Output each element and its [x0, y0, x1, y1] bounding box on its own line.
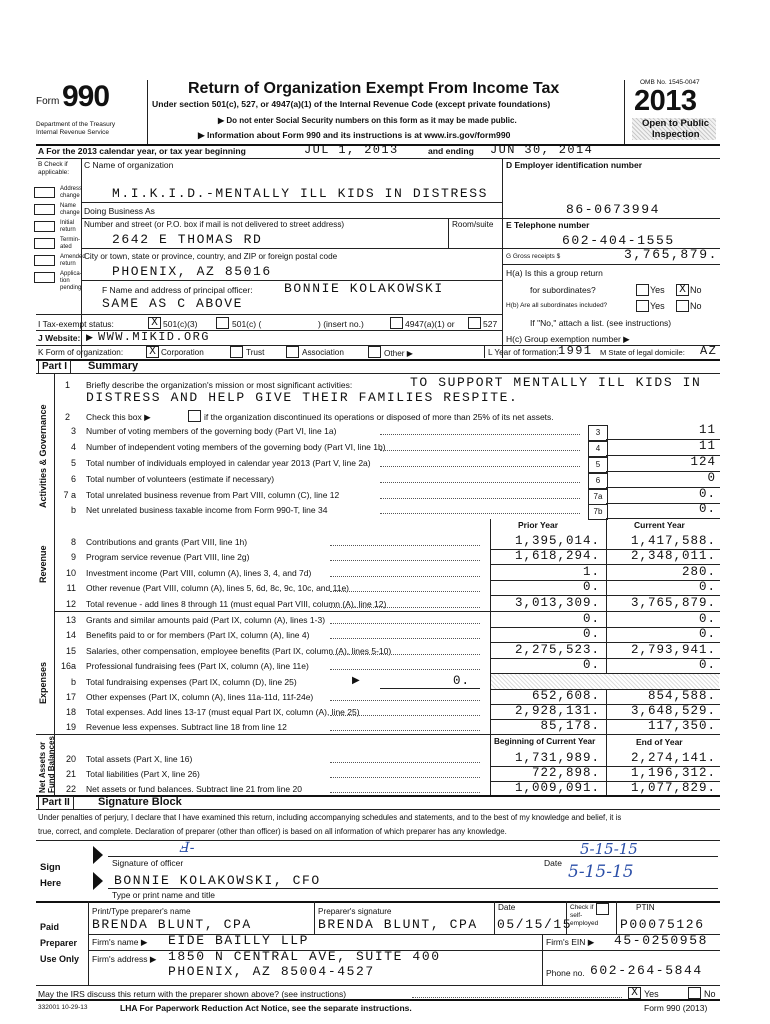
other-label: Other ▶ [384, 349, 414, 358]
g-gross-label: G Gross receipts $ [506, 253, 561, 260]
gov-line-box: 3 [588, 425, 608, 441]
line-number: b [70, 677, 76, 687]
beginning-year-header: Beginning of Current Year [494, 737, 596, 746]
terminated-checkbox[interactable] [34, 238, 55, 249]
line-k-label: K Form of organization: [38, 348, 124, 357]
line-leader [330, 607, 480, 608]
gov-line-box: 7a [588, 489, 608, 505]
discuss-dots [412, 997, 622, 998]
line-leader [330, 777, 480, 778]
line-number: 21 [65, 769, 76, 779]
preparer-name-label: Print/Type preparer's name [92, 907, 191, 916]
gov-line-label: Total number of individuals employed in calendar year 2013 (Part V, line 2a) [86, 458, 371, 468]
principal-officer-address: SAME AS C ABOVE [102, 296, 244, 311]
current-year-value: 0. [698, 658, 716, 672]
line-label: Net assets or fund balances. Subtract line 21 from line 20 [86, 784, 302, 794]
line-leader [330, 576, 480, 577]
part-2-title: Signature Block [98, 796, 182, 808]
gov-line-leader [380, 482, 580, 483]
officer-name-title: BONNIE KOLAKOWSKI, CFO [114, 873, 321, 888]
prior-year-value: 0. [582, 658, 600, 672]
ha-no-checkbox[interactable]: X [676, 284, 689, 296]
sign-arrow-2 [93, 872, 103, 890]
prior-year-value: 0. [582, 627, 600, 641]
telephone-value: 602-404-1555 [562, 233, 675, 248]
website-value[interactable]: WWW.MIKID.ORG [98, 330, 210, 344]
street-address: 2642 E THOMAS RD [112, 232, 263, 247]
line-label: Professional fundraising fees (Part IX, column (A), line 11e) [86, 661, 309, 671]
prior-year-value: 2,275,523. [514, 643, 600, 657]
terminated-label: Termin-ated [60, 237, 81, 250]
form-label: Form [36, 96, 60, 107]
gov-line-value: 0. [698, 502, 716, 516]
hc-label-text: H(c) Group exemption number [506, 334, 621, 344]
501c3-label: 501(c)(3) [163, 319, 198, 329]
form-subtitle: Under section 501(c), 527, or 4947(a)(1) of the Internal Revenue Code (except private foundations) [152, 99, 551, 109]
discuss-question: May the IRS discuss this return with the preparer shown above? (see instructions) [38, 989, 347, 999]
prior-year-header: Prior Year [518, 520, 559, 530]
mission-line-1: TO SUPPORT MENTALLY ILL KIDS IN [410, 375, 702, 390]
current-year-value: 3,648,529. [630, 704, 716, 718]
firm-ein-label-text: Firm's EIN [546, 937, 586, 947]
corporation-checkbox[interactable]: X [146, 346, 159, 358]
gov-line-value: 11 [698, 439, 716, 453]
prior-year-value: 0. [582, 612, 600, 626]
gov-line-leader [380, 466, 580, 467]
line-number: 10 [65, 568, 76, 578]
current-year-value: 2,274,141. [630, 751, 716, 765]
hc-label: H(c) Group exemption number ▶ [506, 334, 630, 344]
d-ein-label: D Employer identification number [506, 160, 643, 170]
end-of-year-header: End of Year [636, 737, 683, 747]
year-of-formation: 1991 [558, 344, 593, 358]
officer-signature[interactable]: Ⅎ- [180, 840, 195, 856]
perjury-statement-2: true, correct, and complete. Declaration of preparer (other than officer) is based on all information of which preparer has any knowledge. [38, 827, 507, 836]
gov-line-number: 3 [70, 426, 76, 436]
gov-line-label: Total unrelated business revenue from Part VIII, column (C), line 12 [86, 490, 340, 500]
state-of-domicile: AZ [700, 344, 718, 358]
current-year-value: 117,350. [647, 719, 716, 733]
side-expenses: Expenses [38, 661, 48, 704]
line-number: 9 [70, 552, 76, 562]
application-pending-checkbox[interactable] [34, 272, 55, 283]
firm-address-1: 1850 N CENTRAL AVE, SUITE 400 [168, 949, 441, 964]
prior-year-value: 1,009,091. [514, 781, 600, 795]
discuss-no-checkbox[interactable] [688, 987, 701, 999]
l-year-label: L Year of formation: [488, 348, 559, 357]
use-only-label: Use Only [40, 954, 80, 964]
self-employed-label: Check if self-employed [570, 904, 599, 927]
gov-line-box: 7b [588, 504, 608, 520]
prior-year-value: 1. [582, 565, 600, 579]
firm-address-label-text: Firm's address [92, 954, 148, 964]
prior-year-value: 0. [582, 580, 600, 594]
501c3-checkbox[interactable]: X [148, 317, 161, 329]
current-year-value: 0. [698, 627, 716, 641]
line-a-label: A For the 2013 calendar year, or tax year beginning [38, 146, 246, 156]
line-number: 8 [70, 537, 76, 547]
firm-ein: 45-0250958 [614, 933, 709, 948]
prior-year-value: 85,178. [540, 719, 600, 733]
line-2-rest: if the organization discontinued its operations or disposed of more than 25% of its net assets. [204, 412, 554, 422]
hb-note: If "No," attach a list. (see instructions) [530, 318, 672, 328]
gov-line-leader [380, 450, 580, 451]
check-if-applicable: B Check if applicable: [38, 161, 70, 176]
part-2-badge: Part II [38, 796, 74, 810]
line-number: 13 [65, 615, 76, 625]
gross-receipts-value: 3,765,879. [624, 247, 719, 262]
form-footer-id: Form 990 (2013) [644, 1003, 708, 1013]
part-1-badge: Part I [38, 360, 71, 374]
and-ending-label: and ending [428, 146, 474, 156]
gov-line-label: Number of independent voting members of the governing body (Part VI, line 1b) [86, 442, 386, 452]
other-label-text: Other [384, 349, 405, 358]
line-label: Total assets (Part X, line 16) [86, 754, 193, 764]
shaded-cell [491, 674, 719, 689]
gov-line-number: 7 a [63, 490, 76, 500]
sign-date-handwritten-2: 5-15-15 [568, 862, 634, 882]
trust-label: Trust [246, 348, 265, 357]
gov-line-number: 5 [70, 458, 76, 468]
ssn-notice: ▶ Do not enter Social Security numbers on this form as it may be made public. [218, 116, 517, 125]
line-leader [330, 762, 480, 763]
inline-fundraising-value: 0. [452, 674, 470, 688]
name-change-checkbox[interactable] [34, 204, 55, 215]
address-change-label: Address change [60, 186, 83, 199]
gov-line-leader [380, 498, 580, 499]
line-leader [330, 700, 480, 701]
4947-checkbox[interactable] [390, 317, 403, 329]
phone-no-label: Phone no. [546, 968, 585, 978]
info-notice: ▶ Information about Form 990 and its instructions is at www.irs.gov/form990 [198, 130, 511, 140]
lha-notice: LHA For Paperwork Reduction Act Notice, see the separate instructions. [120, 1003, 412, 1013]
line-number: 11 [66, 583, 76, 593]
initial-return-checkbox[interactable] [34, 221, 55, 232]
4947-label: 4947(a)(1) or [405, 319, 455, 329]
ha-yes-label: Yes [650, 285, 665, 295]
527-label: 527 [483, 319, 498, 329]
line-label: Other revenue (Part VIII, column (A), lines 5, 6d, 8c, 9c, 10c, and 11e) [86, 583, 349, 593]
preparer-sig-label: Preparer's signature [318, 907, 392, 916]
inspection: Inspection [652, 129, 700, 140]
line-leader [330, 623, 480, 624]
hb-yes-checkbox[interactable] [636, 300, 649, 312]
gov-line-label: Total number of volunteers (estimate if necessary) [86, 474, 275, 484]
line-label: Salaries, other compensation, employee benefits (Part IX, column (A), lines 5-10) [86, 646, 392, 656]
side-revenue: Revenue [38, 545, 48, 583]
line-label: Total fundraising expenses (Part IX, column (D), line 25) [86, 677, 297, 687]
mission-line-2: DISTRESS AND HELP GIVE THEIR FAMILIES RESPITE. [86, 390, 519, 405]
preparer-name: BRENDA BLUNT, CPA [92, 917, 252, 932]
sign-date-label: Date [544, 858, 562, 868]
side-net-assets: Net Assets or Fund Balances [38, 736, 56, 793]
discuss-yes-label: Yes [644, 989, 659, 999]
line-leader [330, 730, 480, 731]
association-checkbox[interactable] [286, 346, 299, 358]
tax-year-end: JUN 30, 2014 [490, 143, 594, 157]
prior-year-value: 2,928,131. [514, 704, 600, 718]
line-j-label: J Website: [38, 333, 81, 343]
current-year-value: 2,348,011. [630, 549, 716, 563]
line-label: Total revenue - add lines 8 through 11 (must equal Part VIII, column (A), line 12) [86, 599, 387, 609]
line-number: 16a [60, 661, 76, 671]
line-label: Total liabilities (Part X, line 26) [86, 769, 200, 779]
insert-no-label: ) (insert no.) [318, 319, 364, 329]
501c-label: 501(c) ( [232, 319, 262, 329]
info-notice-text: Information about Form 990 and its instructions is at www.irs.gov/form990 [207, 130, 511, 140]
gov-line-number: 4 [70, 442, 76, 452]
line-label: Total expenses. Add lines 13-17 (must equal Part IX, column (A), line 25) [86, 707, 360, 717]
address-change-checkbox[interactable] [34, 187, 55, 198]
gov-line-box: 6 [588, 473, 608, 489]
initial-return-label: Initial return [60, 220, 76, 233]
discuss-no-label: No [704, 989, 716, 999]
ha-label-2: for subordinates? [530, 285, 596, 295]
527-checkbox[interactable] [468, 317, 481, 329]
line-leader [330, 560, 480, 561]
line-label: Investment income (Part VIII, column (A), lines 3, 4, and 7d) [86, 568, 312, 578]
hb-label: H(b) Are all subordinates included? [506, 302, 608, 309]
part-1-title: Summary [88, 360, 139, 372]
sign-arrow-1 [93, 846, 103, 864]
other-checkbox[interactable] [368, 346, 381, 358]
line-1-label: Briefly describe the organization's mission or most significant activities: [86, 380, 353, 390]
line-label: Grants and similar amounts paid (Part IX, column (A), lines 1-3) [86, 615, 326, 625]
amended-return-label: Amended return [60, 254, 86, 267]
amended-return-checkbox[interactable] [34, 255, 55, 266]
501c-checkbox[interactable] [216, 317, 229, 329]
line-label: Benefits paid to or for members (Part IX, column (A), line 4) [86, 630, 310, 640]
inline-arrow: ▶ [352, 675, 360, 686]
line-label: Contributions and grants (Part VIII, line 1h) [86, 537, 248, 547]
hb-yes-label: Yes [650, 301, 665, 311]
open-to-public: Open to Public [642, 118, 710, 129]
irs-label: Internal Revenue Service [36, 129, 109, 136]
gov-line-value: 11 [698, 423, 716, 437]
ein-value: 86-0673994 [566, 202, 661, 217]
line-number: 18 [65, 707, 76, 717]
preparer-signature: BRENDA BLUNT, CPA [318, 917, 478, 932]
street-label: Number and street (or P.O. box if mail is not delivered to street address) [84, 220, 345, 229]
preparer-date-label: Date [498, 903, 516, 912]
line-leader [330, 654, 480, 655]
paid-label: Paid [40, 922, 60, 932]
principal-officer-label: F Name and address of principal officer: [102, 285, 253, 295]
principal-officer-name: BONNIE KOLAKOWSKI [284, 281, 444, 296]
omb-number: OMB No. 1545-0047 [640, 79, 700, 86]
line-2-check-text: Check this box [86, 412, 142, 422]
current-year-value: 1,077,829. [630, 781, 716, 795]
application-pending-label: Applica-tion pending [60, 271, 82, 291]
line-2-label: Check this box ▶ [86, 412, 151, 422]
name-change-label: Name change [60, 203, 80, 216]
discontinued-checkbox[interactable] [188, 410, 201, 422]
gov-line-box: 4 [588, 441, 608, 457]
line-2-number: 2 [64, 412, 70, 422]
e-phone-label: E Telephone number [506, 220, 590, 230]
line-leader [330, 638, 480, 639]
inline-rule [380, 688, 480, 689]
ptin-label: PTIN [636, 903, 655, 912]
line-leader [330, 545, 480, 546]
organization-name: M.I.K.I.D.-MENTALLY ILL KIDS IN DISTRESS [112, 186, 489, 201]
form-title: Return of Organization Exempt From Income Tax [188, 80, 560, 97]
firm-name-label: Firm's name ▶ [92, 937, 148, 947]
line-i-label: I Tax-exempt status: [38, 319, 114, 329]
line-leader [330, 591, 480, 592]
ha-label: H(a) Is this a group return [506, 268, 603, 278]
preparer-phone: 602-264-5844 [590, 963, 703, 978]
gov-line-number: b [70, 505, 76, 515]
room-suite-label: Room/suite [452, 220, 494, 229]
m-state-label: M State of legal domicile: [600, 348, 685, 357]
hb-no-checkbox[interactable] [676, 300, 689, 312]
ssn-notice-text: Do not enter Social Security numbers on this form as it may be made public. [226, 116, 517, 125]
gov-line-value: 0 [707, 471, 716, 485]
hb-no-label: No [690, 301, 702, 311]
tax-year: 2013 [634, 85, 697, 117]
trust-checkbox[interactable] [230, 346, 243, 358]
tax-year-begin: JUL 1, 2013 [304, 143, 399, 157]
here-label: Here [40, 878, 62, 889]
gov-line-leader [380, 513, 580, 514]
gov-line-number: 6 [70, 474, 76, 484]
gov-line-box: 5 [588, 457, 608, 473]
prior-year-value: 1,731,989. [514, 751, 600, 765]
line-label: Revenue less expenses. Subtract line 18 from line 12 [86, 722, 287, 732]
line-number: 22 [65, 784, 76, 794]
dept-treasury: Department of the Treasury [36, 121, 116, 128]
c-name-label: C Name of organization [84, 160, 174, 170]
prior-year-value: 1,395,014. [514, 534, 600, 548]
name-title-label: Type or print name and title [112, 890, 216, 900]
line-leader [330, 669, 480, 670]
sign-label: Sign [40, 862, 61, 873]
line-number: 17 [65, 692, 76, 702]
firm-address-label: Firm's address ▶ [92, 954, 157, 964]
prior-year-value: 1,618,294. [514, 549, 600, 563]
firm-name-label-text: Firm's name [92, 937, 139, 947]
prior-year-value: 652,608. [531, 689, 600, 703]
current-year-value: 1,196,312. [630, 766, 716, 780]
preparer-label: Preparer [40, 938, 78, 948]
form-number: 990 [62, 80, 110, 113]
line-number: 12 [65, 599, 76, 609]
prior-year-value: 722,898. [531, 766, 600, 780]
line-label: Program service revenue (Part VIII, line 2g) [86, 552, 250, 562]
side-activities-governance: Activities & Governance [38, 404, 48, 508]
preparer-date: 05/15/15 [497, 917, 573, 932]
line-number: 20 [65, 754, 76, 764]
gov-line-value: 0. [698, 487, 716, 501]
current-year-value: 854,588. [647, 689, 716, 703]
ha-no-label: No [690, 285, 702, 295]
gov-line-rule [606, 518, 720, 519]
gov-line-leader [380, 434, 580, 435]
discuss-yes-checkbox[interactable]: X [628, 987, 641, 999]
prior-year-value: 3,013,309. [514, 596, 600, 610]
firm-ein-label: Firm's EIN ▶ [546, 937, 595, 947]
line-1-number: 1 [64, 380, 70, 390]
website-arrow: ▶ [86, 332, 93, 342]
ptin-value: P00075126 [620, 917, 705, 932]
line-number: 15 [65, 646, 76, 656]
form-code: 332001 10-29-13 [38, 1004, 88, 1011]
gov-line-value: 124 [690, 455, 716, 469]
firm-address-2: PHOENIX, AZ 85004-4527 [168, 964, 375, 979]
association-label: Association [302, 348, 344, 357]
current-year-value: 280. [681, 565, 716, 579]
line-label: Other expenses (Part IX, column (A), lines 11a-11d, 11f-24e) [86, 692, 314, 702]
sign-date-handwritten-1: 5-15-15 [580, 840, 638, 858]
line-leader [330, 792, 480, 793]
current-year-header: Current Year [634, 520, 685, 530]
firm-name: EIDE BAILLY LLP [168, 933, 310, 948]
corporation-label: Corporation [161, 348, 204, 357]
dba-label: Doing Business As [84, 206, 155, 216]
gov-line-label: Number of voting members of the governing body (Part VI, line 1a) [86, 426, 337, 436]
gov-line-label: Net unrelated business taxable income from Form 990-T, line 34 [86, 505, 328, 515]
current-year-value: 0. [698, 612, 716, 626]
ha-yes-checkbox[interactable] [636, 284, 649, 296]
self-employed-checkbox[interactable] [596, 903, 609, 915]
city-state-zip: PHOENIX, AZ 85016 [112, 264, 272, 279]
perjury-statement-1: Under penalties of perjury, I declare that I have examined this return, including accompanying schedules and statements, and to the best of my knowledge and belief, it is [38, 813, 622, 822]
line-leader [330, 715, 480, 716]
current-year-value: 1,417,588. [630, 534, 716, 548]
current-year-value: 2,793,941. [630, 643, 716, 657]
city-label: City or town, state or province, country, and ZIP or foreign postal code [84, 252, 338, 261]
line-number: 14 [65, 630, 76, 640]
current-year-value: 0. [698, 580, 716, 594]
current-year-value: 3,765,879. [630, 596, 716, 610]
signature-officer-label: Signature of officer [112, 858, 184, 868]
line-number: 19 [65, 722, 76, 732]
